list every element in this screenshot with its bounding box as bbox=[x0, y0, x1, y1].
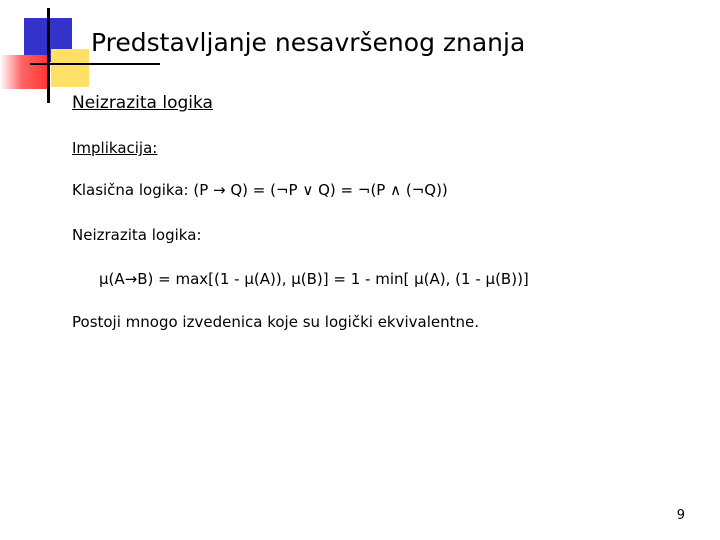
sub-heading: Implikacija: bbox=[72, 139, 158, 157]
decor-red-bar bbox=[0, 55, 48, 89]
fuzzy-logic-label: Neizrazita logika: bbox=[72, 226, 202, 244]
decor-vertical-line bbox=[47, 8, 50, 103]
decor-horizontal-line bbox=[30, 63, 160, 65]
decor-yellow-square bbox=[51, 49, 89, 87]
page-number: 9 bbox=[676, 508, 685, 523]
section-heading: Neizrazita logika bbox=[72, 93, 213, 113]
fuzzy-implication-formula: μ(A→B) = max[(1 - μ(A)), μ(B)] = 1 - min[ μ(A), (1 - μ(B))] bbox=[99, 270, 529, 288]
classical-logic-formula: Klasična logika: (P → Q) = (¬P ∨ Q) = ¬(P ∧ (¬Q)) bbox=[72, 181, 448, 199]
conclusion-text: Postoji mnogo izvedenica koje su logički ekvivalentne. bbox=[72, 313, 480, 331]
page-title: Predstavljanje nesavršenog znanja bbox=[91, 28, 526, 57]
